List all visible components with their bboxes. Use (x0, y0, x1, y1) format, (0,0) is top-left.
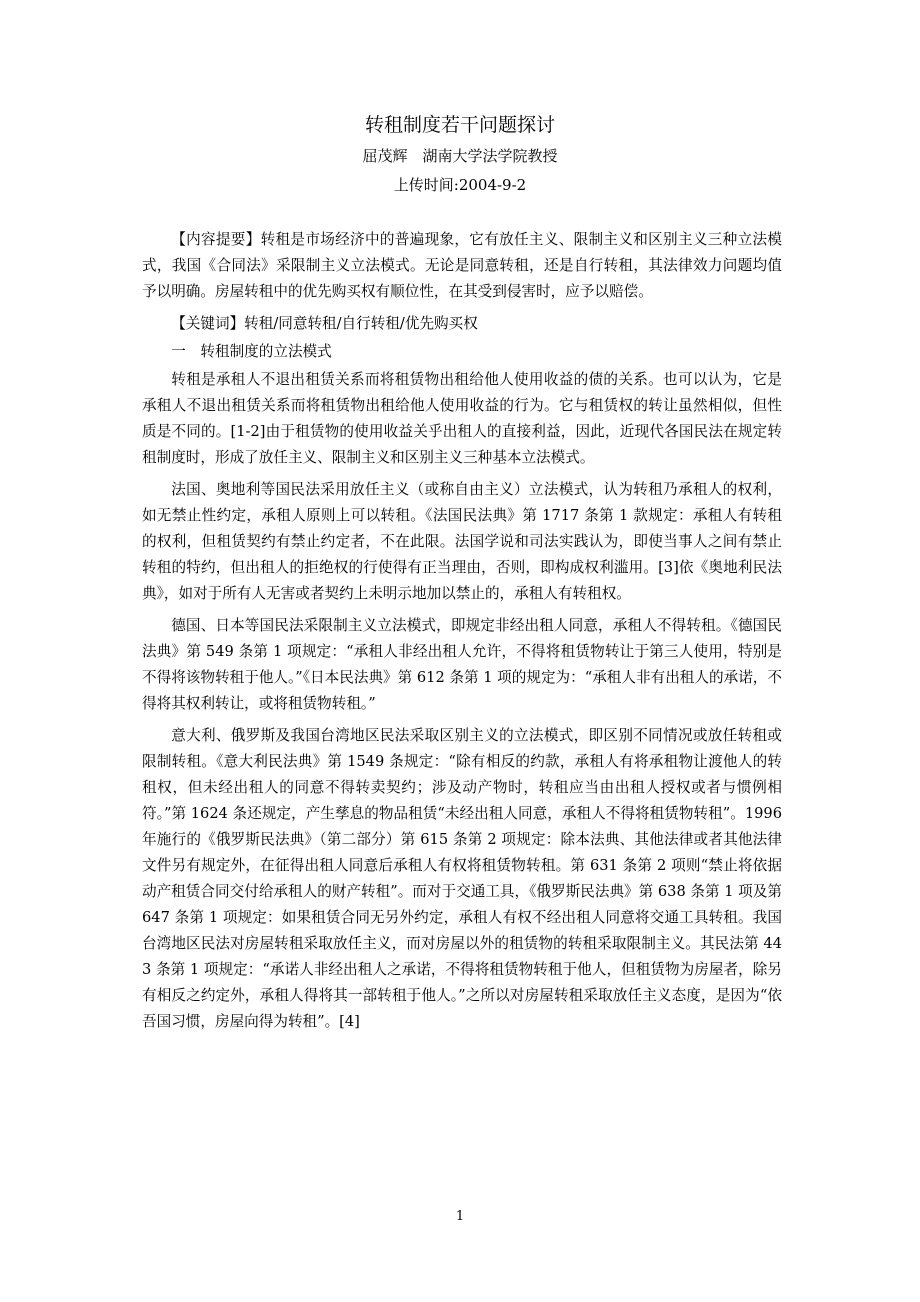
body-paragraph: 意大利、俄罗斯及我国台湾地区民法采取区别主义的立法模式，即区别不同情况或放任转租或限制转租。《意大利民法典》第 1549 条规定：“除有相反的约款，承租人有将承租物让渡他人的转租权，但未经出租人的同意不得转卖契约；涉及动产物时，转租应当由出租人授权或者与惯例相符。”第 1624 条还规定，产生孳息的物品租赁“未经出租人同意，承租人不得将租赁物转租”。1996 年施行的《俄罗斯民法典》（第二部分）第 615 条第 2 项规定：除本法典、其他法律或者其他法律文件另有规定外，在征得出租人同意后承租人有权将租赁物转租。第 631 条第 2 项则“禁止将依据动产租赁合同交付给承租人的财产转租”。而对于交通工具，《俄罗斯民法典》第 638 条第 1 项及第 647 条第 1 项规定：如果租赁合同无另外约定，承租人有权不经出租人同意将交通工具转租。我国台湾地区民法对房屋转租采取放任主义，而对房屋以外的租赁物的转租采取限制主义。其民法第 443 条第 1 项规定：“承诺人非经出租人之承诺，不得将租赁物转租于他人，但租赁物为房屋者，除另有相反之约定外，承租人得将其一部转租于他人。”之所以对房屋转租采取放任主义态度，是因为“依吾国习惯，房屋向得为转租”。[4] (142, 727, 782, 1030)
section-heading: 一 转租制度的立法模式 (171, 343, 332, 360)
document-body (142, 227, 782, 1037)
body-paragraph: 法国、奥地利等国民法采用放任主义（或称自由主义）立法模式，认为转租乃承租人的权利，如无禁止性约定，承租人原则上可以转租。《法国民法典》第 1717 条第 1 款规定：承租人有转租的权利，但租赁契约有禁止约定者，不在此限。法国学说和司法实践认为，即使当事人之间有禁止转租的特约，但出租人的拒绝权的行使得有正当理由，否则，即构成权利滥用。[3]依《奥地利民法典》，如对于所有人无害或者契约上未明示地加以禁止的，承租人有转租权。 (142, 481, 782, 602)
page-number: 1 (455, 1209, 465, 1224)
author-line: 屈茂辉 湖南大学法学院教授 (362, 147, 558, 165)
keywords-paragraph: 【关键词】转租/同意转租/自行转租/优先购买权 (171, 315, 478, 332)
upload-time: 上传时间:2004-9-2 (393, 176, 527, 194)
body-paragraph: 转租是承租人不退出租赁关系而将租赁物出租给他人使用收益的债的关系。也可以认为，它是承租人不退出租赁关系而将租赁物出租给他人使用收益的行为。它与租赁权的转让虽然相似，但性质是不同的。[1-2]由于租赁物的使用收益关乎出租人的直接利益，因此，近现代各国民法在规定转租制度时，形成了放任主义、限制主义和区别主义三种基本立法模式。 (142, 371, 782, 466)
document-title: 转租制度若干问题探讨 (364, 114, 555, 136)
body-paragraph: 德国、日本等国民法采限制主义立法模式，即规定非经出租人同意，承租人不得转租。《德国民法典》第 549 条第 1 项规定：“承租人非经出租人允许，不得将租赁物转让于第三人使用，特别是不得将该物转租于他人。”《日本民法典》第 612 条第 1 项的规定为：“承租人非有出租人的承诺，不得将其权利转让，或将租赁物转租。” (142, 617, 782, 712)
abstract-paragraph: 【内容提要】转租是市场经济中的普遍现象，它有放任主义、限制主义和区别主义三种立法模式，我国《合同法》采限制主义立法模式。无论是同意转租，还是自行转租，其法律效力问题均值予以明确。房屋转租中的优先购买权有顺位性，在其受到侵害时，应予以赔偿。 (142, 231, 782, 300)
